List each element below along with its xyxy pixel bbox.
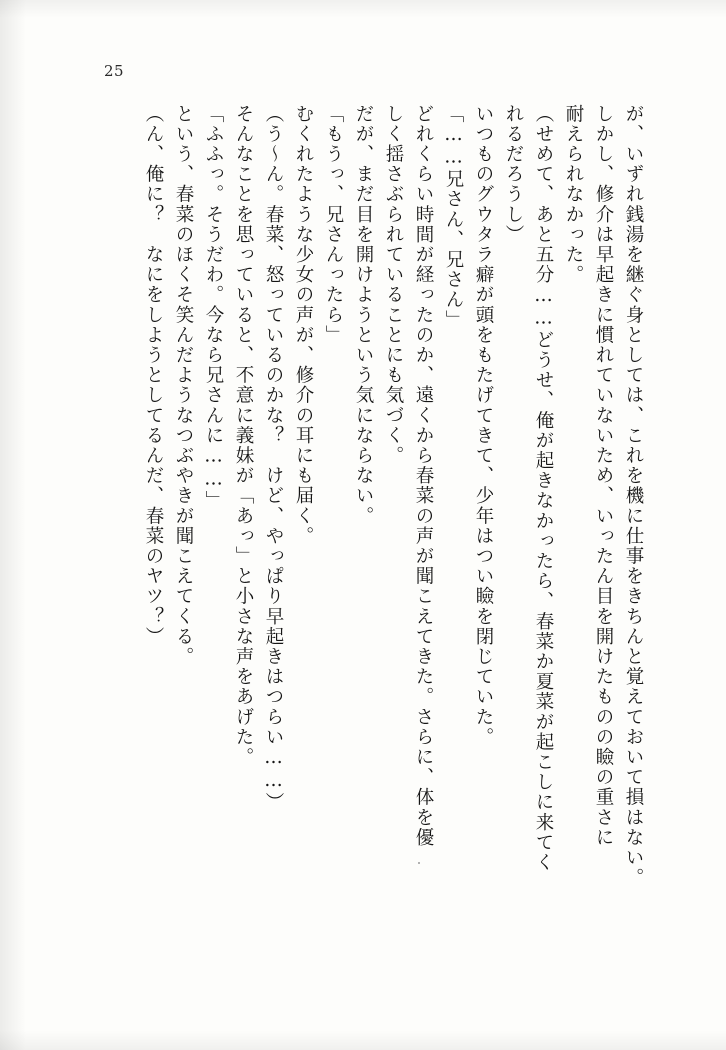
- text-line: だが、まだ目を開けようという気にならない。: [353, 104, 374, 527]
- text-line: むくれたような少女の声が、修介の耳にも届く。: [293, 104, 314, 547]
- page-edge-shading-left: [0, 0, 26, 1050]
- text-line: れるだろうし）: [503, 104, 524, 245]
- text-line: 「……兄さん、兄さん」: [443, 104, 464, 331]
- text-line: いつものグウタラ癖が頭をもたげてきて、少年はつい瞼を閉じていた。: [473, 104, 494, 748]
- text-line: そんなことを思っていると、不意に義妹が「あっ」と小さな声をあげた。: [233, 104, 254, 768]
- text-line: 「もうっ、兄さんったら」: [323, 104, 344, 346]
- text-line: 耐えられなかった。: [563, 104, 584, 285]
- body-text-block: [70, 104, 642, 894]
- text-line: しかし、修介は早起きに慣れていないため、いったん目を開けたものの瞼の重さに: [593, 104, 614, 848]
- text-line: が、いずれ銭湯を継ぐ身としては、これを機に仕事をきちんと覚えておいて損はない。: [623, 104, 644, 888]
- text-line: （せめて、あと五分……どうせ、俺が起きなかったら、春菜か夏菜が起こしに来てく: [533, 104, 554, 873]
- text-line: どれくらい時間が経ったのか、遠くから春菜の声が聞こえてきた。さらに、体を優: [413, 104, 434, 848]
- text-line: しく揺さぶられていることにも気づく。: [383, 104, 404, 466]
- text-line: という、春菜のほくそ笑んだようなつぶやきが聞こえてくる。: [173, 104, 194, 667]
- page-edge-shading-bottom: [0, 1030, 726, 1050]
- text-line: （ん、俺に？ なにをしようとしてるんだ、春菜のヤツ？）: [143, 104, 164, 647]
- page-number: 25: [104, 62, 125, 80]
- page-edge-shading-top: [0, 0, 726, 18]
- text-line: （う～ん。春菜、怒っているのかな？ けど、やっぱり早起きはつらい……）: [263, 104, 284, 813]
- paper-speck: [418, 862, 420, 864]
- text-line: 「ふふっ。そうだわ。今なら兄さんに……」: [203, 104, 224, 511]
